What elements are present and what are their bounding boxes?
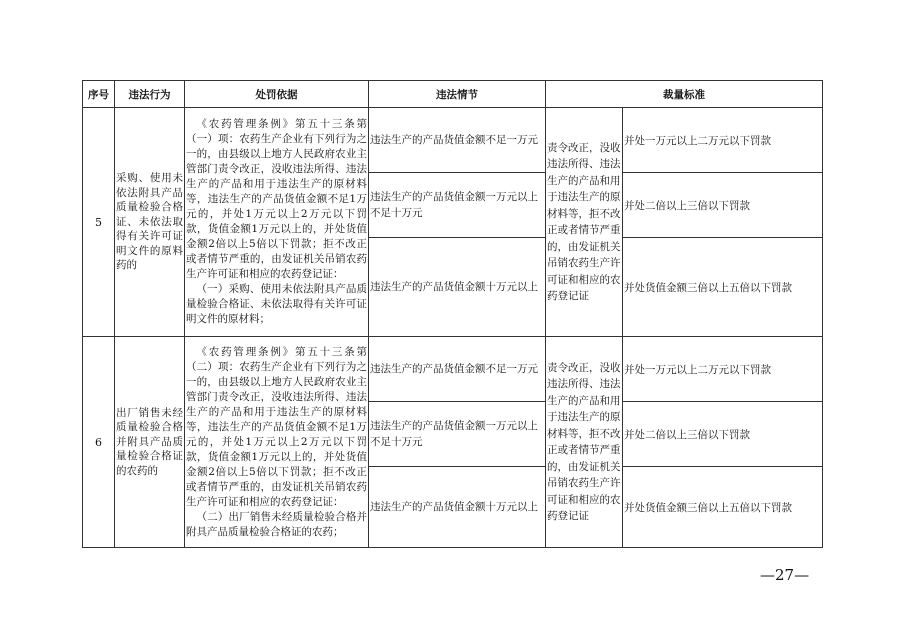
basis-main-text: 《农药管理条例》第五十三条第（二）项：农药生产企业有下列行为之一的，由县级以上地方人民政府农业主管部门责令改正，没收违法所得、违法生产的产品和用于违法生产的原材料等，违法生产的产品货值金额不足1万元的，并处1万元以上2万元以下罚款，货值金额1万元以上的，并处货值金额2倍以上5倍以下罚款；拒不改正或者情节严重的，由发证机关吊销农药生产许可证和相应的农药登记证： (186, 345, 367, 508)
circumstance-cell: 违法生产的产品货值金额一万元以上不足十万元 (369, 402, 546, 467)
violation-act: 出厂销售未经质量检验合格并附具产品质量检验合格证的农药的 (115, 337, 185, 548)
penalty-basis (185, 108, 369, 337)
basis-item-text: （二）出厂销售未经质量检验合格并附具产品质量检验合格证的农药； (186, 510, 367, 538)
penalty-cell: 并处一万元以上二万元以下罚款 (623, 108, 823, 173)
table-header-row (83, 81, 823, 108)
header-standard: 裁量标准 (546, 81, 823, 108)
penalty-cell: 并处一万元以上二万元以下罚款 (623, 337, 823, 402)
penalty-cell: 并处二倍以上三倍以下罚款 (623, 173, 823, 238)
penalty-cell: 并处货值金额三倍以上五倍以下罚款 (623, 238, 823, 337)
circumstance-cell: 违法生产的产品货值金额不足一万元 (369, 108, 546, 173)
header-circumstance: 违法情节 (369, 81, 546, 108)
row-number: 6 (83, 337, 115, 548)
page-number: —27— (760, 566, 810, 584)
table-row (83, 108, 823, 173)
circumstance-cell: 违法生产的产品货值金额十万元以上 (369, 467, 546, 548)
violation-act: 采购、使用未依法附具产品质量检验合格证、未依法取得有关许可证明文件的原料药的 (115, 108, 185, 337)
header-basis: 处罚依据 (185, 81, 369, 108)
penalty-standard-table (82, 80, 823, 548)
circumstance-cell: 违法生产的产品货值金额十万元以上 (369, 238, 546, 337)
table-row (83, 337, 823, 402)
basis-main-text: 《农药管理条例》第五十三条第（一）项：农药生产企业有下列行为之一的，由县级以上地方人民政府农业主管部门责令改正，没收违法所得、违法生产的产品和用于违法生产的原材料等，违法生产的产品货值金额不足1万元的，并处1万元以上2万元以下罚款，货值金额1万元以上的，并处货值金额2倍以上5倍以下罚款；拒不改正或者情节严重的，由发证机关吊销农药生产许可证和相应的农药登记证： (186, 118, 367, 280)
circumstance-cell: 违法生产的产品货值金额一万元以上不足十万元 (369, 173, 546, 238)
header-no: 序号 (83, 81, 115, 108)
penalty-basis (185, 337, 369, 548)
circumstance-cell: 违法生产的产品货值金额不足一万元 (369, 337, 546, 402)
measure-cell: 责令改正，没收违法所得、违法生产的产品和用于违法生产的原材料等，拒不改正或者情节严重的，由发证机关吊销农药生产许可证和相应的农药登记证 (546, 108, 623, 337)
header-act: 违法行为 (115, 81, 185, 108)
basis-item-text: （一）采购、使用未依法附具产品质量检验合格证、未依法取得有关许可证明文件的原材料； (186, 283, 367, 325)
measure-cell: 责令改正，没收违法所得、违法生产的产品和用于违法生产的原材料等，拒不改正或者情节严重的，由发证机关吊销农药生产许可证和相应的农药登记证 (546, 337, 623, 548)
penalty-cell: 并处货值金额三倍以上五倍以下罚款 (623, 467, 823, 548)
penalty-cell: 并处二倍以上三倍以下罚款 (623, 402, 823, 467)
row-number: 5 (83, 108, 115, 337)
